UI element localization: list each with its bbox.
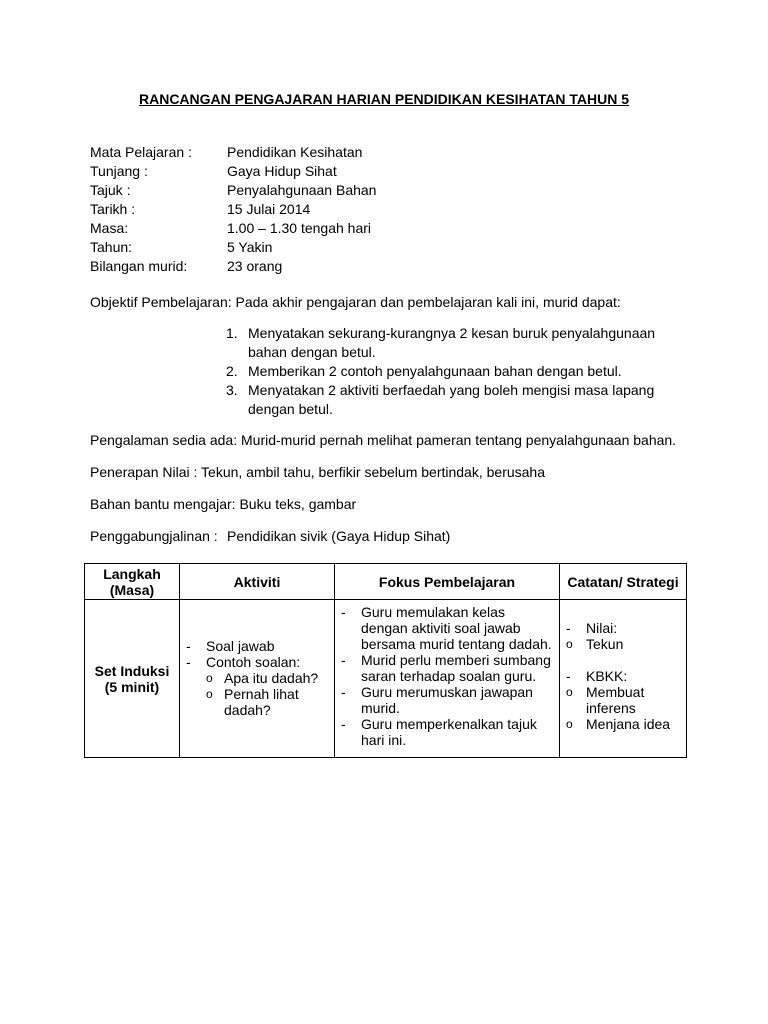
- focus-text: Guru memperkenalkan tajuk: [361, 716, 537, 732]
- stage-cell: [85, 600, 180, 758]
- bullet-marker: o: [566, 637, 573, 651]
- info-label: Tajuk :: [90, 182, 131, 198]
- dash-marker: -: [341, 652, 346, 668]
- bullet-marker: o: [206, 670, 213, 685]
- notes-text: Nilai:: [586, 620, 618, 636]
- list-item: [562, 716, 684, 732]
- notes-text: Membuat: [586, 684, 645, 700]
- objective-number: 1.: [226, 325, 238, 341]
- focus-text: hari ini.: [361, 732, 407, 748]
- document-title-text: RANCANGAN PENGAJARAN HARIAN PENDIDIKAN KESIHATAN TAHUN 5: [138, 91, 629, 107]
- header-step-line: Langkah: [103, 565, 161, 582]
- stage-name: Set Induksi: [94, 662, 170, 679]
- focus-text: bersama murid tentang dadah.: [361, 636, 552, 652]
- objective-item: [226, 362, 676, 381]
- objective-text: Memberikan 2 contoh penyalahgunaan bahan dengan betul.: [248, 363, 622, 379]
- header-focus: Fokus Pembelajaran: [335, 564, 560, 600]
- info-label: Tarikh :: [90, 201, 136, 217]
- objective-text: bahan dengan betul.: [248, 344, 376, 360]
- info-row-year: [90, 238, 376, 257]
- info-value: Penyalahgunaan Bahan: [227, 182, 377, 198]
- notes-cell: [560, 600, 687, 758]
- list-item: [562, 668, 684, 684]
- info-label: Tahun:: [90, 239, 133, 255]
- info-row-students: [90, 257, 376, 276]
- objective-list: [226, 324, 676, 419]
- lesson-table: [84, 563, 687, 758]
- focus-text: Guru memulakan kelas: [361, 604, 505, 620]
- notes-text: inferens: [586, 700, 636, 716]
- info-row-time: [90, 219, 376, 238]
- info-label: Masa:: [90, 220, 129, 236]
- dash-marker: -: [341, 604, 346, 620]
- values-applied: Penerapan Nilai : Tekun, ambil tahu, berfikir sebelum bertindak, berusaha: [90, 464, 545, 480]
- header-step-line: (Masa): [109, 581, 155, 598]
- info-row-strand: [90, 162, 376, 181]
- header-activity: Aktiviti: [180, 564, 335, 600]
- bullet-marker: o: [206, 686, 213, 701]
- activity-text: Soal jawab: [206, 637, 275, 654]
- objective-item: [226, 381, 676, 419]
- lesson-info: [90, 143, 376, 276]
- focus-text: Murid perlu memberi sumbang: [361, 652, 551, 668]
- list-item: [562, 684, 684, 716]
- dash-marker: -: [341, 684, 346, 700]
- info-value: 1.00 – 1.30 tengah hari: [227, 220, 372, 236]
- list-item: [562, 636, 684, 652]
- info-value: 15 Julai 2014: [227, 201, 311, 217]
- dash-marker: -: [341, 716, 346, 732]
- list-item: [182, 638, 332, 654]
- list-item: [337, 684, 557, 716]
- dash-marker: -: [186, 653, 191, 670]
- activity-text: dadah?: [224, 701, 271, 718]
- objective-text: dengan betul.: [248, 401, 333, 417]
- document-title: [0, 91, 768, 107]
- activity-text: Contoh soalan:: [206, 653, 301, 670]
- integration-value: Pendidikan sivik (Gaya Hidup Sihat): [227, 528, 451, 544]
- bullet-marker: o: [566, 685, 573, 699]
- info-label: Bilangan murid:: [90, 258, 188, 274]
- info-row-date: [90, 200, 376, 219]
- spacer: [562, 652, 684, 668]
- activity-list: [180, 634, 334, 724]
- list-item: [337, 652, 557, 684]
- table-header-row: [85, 564, 687, 600]
- info-row-topic: [90, 181, 376, 200]
- notes-text: Tekun: [586, 636, 624, 652]
- info-value: Pendidikan Kesihatan: [227, 144, 363, 160]
- teaching-aids: Bahan bantu mengajar: Buku teks, gambar: [90, 496, 357, 512]
- stage-time: (5 minit): [104, 678, 160, 695]
- table-row: [85, 600, 687, 758]
- info-row-subject: [90, 143, 376, 162]
- header-notes: Catatan/ Strategi: [560, 564, 687, 600]
- activity-text: Apa itu dadah?: [224, 669, 319, 686]
- activity-cell: [180, 600, 335, 758]
- bullet-marker: o: [566, 717, 573, 731]
- notes-text: Menjana idea: [586, 716, 671, 732]
- info-label: Mata Pelajaran :: [90, 144, 192, 160]
- objective-item: [226, 324, 676, 362]
- info-value: Gaya Hidup Sihat: [227, 163, 337, 179]
- focus-list: [335, 600, 559, 754]
- focus-text: dengan aktiviti soal jawab: [361, 620, 521, 636]
- notes-text: KBKK:: [586, 668, 628, 684]
- focus-cell: [335, 600, 560, 758]
- prior-knowledge: Pengalaman sedia ada: Murid-murid pernah melihat pameran tentang penyalahgunaan bahan.: [90, 432, 677, 448]
- objective-number: 3.: [226, 382, 238, 398]
- list-item: [337, 604, 557, 652]
- integration-label: Penggabungjalinan :: [90, 528, 218, 544]
- dash-marker: -: [566, 620, 571, 636]
- dash-marker: -: [186, 637, 191, 654]
- focus-text: Guru merumuskan jawapan: [361, 684, 533, 700]
- info-value: 23 orang: [227, 258, 283, 274]
- focus-text: murid.: [361, 700, 400, 716]
- integration: [90, 527, 450, 546]
- objective-text: Menyatakan 2 aktiviti berfaedah yang boleh mengisi masa lapang: [248, 382, 655, 398]
- objective-intro: Objektif Pembelajaran: Pada akhir pengajaran dan pembelajaran kali ini, murid dapat:: [90, 294, 621, 310]
- info-label: Tunjang :: [90, 163, 148, 179]
- list-item: [182, 670, 332, 686]
- list-item: [182, 686, 332, 718]
- list-item: [337, 716, 557, 748]
- objective-number: 2.: [226, 363, 238, 379]
- dash-marker: -: [566, 668, 571, 684]
- focus-text: saran terhadap soalan guru.: [361, 668, 537, 684]
- info-value: 5 Yakin: [227, 239, 273, 255]
- list-item: [562, 620, 684, 636]
- list-item: [182, 654, 332, 670]
- objective-text: Menyatakan sekurang-kurangnya 2 kesan buruk penyalahgunaan: [248, 325, 656, 341]
- header-step: [85, 564, 180, 600]
- activity-text: Pernah lihat: [224, 685, 299, 702]
- notes-list: [560, 600, 686, 738]
